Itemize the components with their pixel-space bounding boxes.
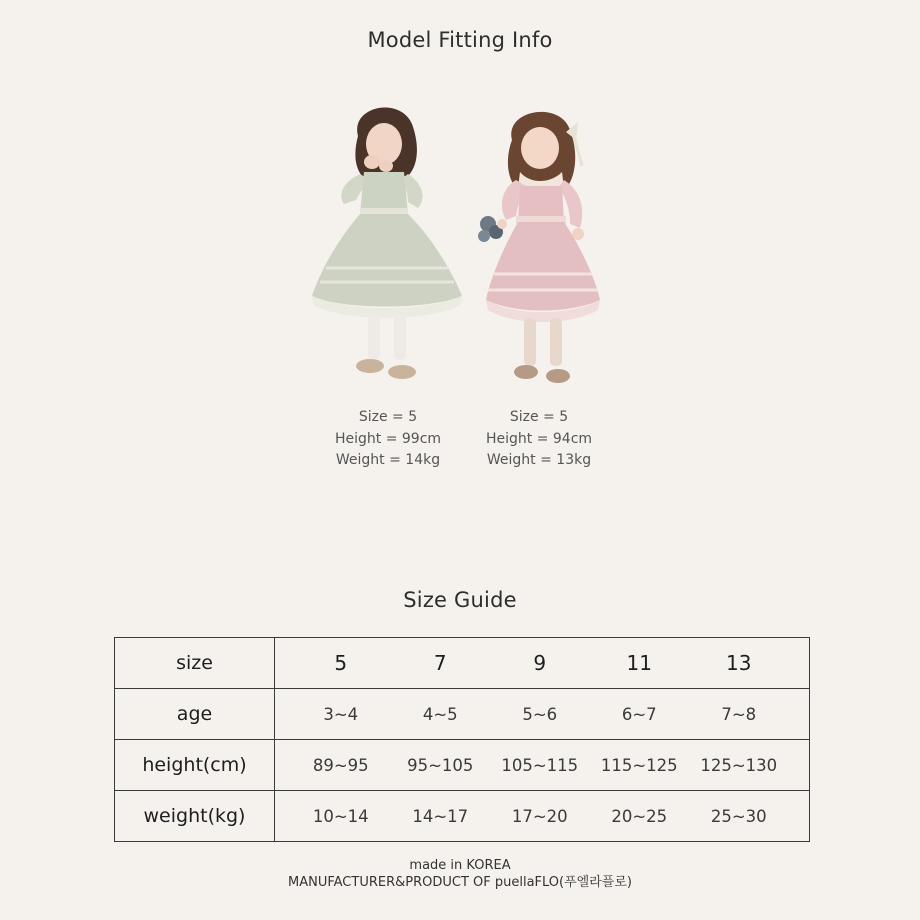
model-1-size: Size = 5 [358, 409, 418, 425]
table-cell: 3~4 [323, 704, 359, 724]
table-cell: 17~20 [511, 806, 568, 826]
table-cell: 95~105 [407, 755, 474, 775]
table-row-height [115, 740, 810, 791]
table-cell: 5~6 [522, 704, 558, 724]
row-label-weight: weight(kg) [115, 791, 275, 842]
table-cell: 20~25 [611, 806, 668, 826]
table-cell: 9 [533, 651, 547, 675]
model-1-caption [308, 407, 468, 472]
table-cell: 25~30 [710, 806, 767, 826]
model-fitting-title: Model Fitting Info [367, 28, 553, 52]
table-cell: 125~130 [700, 755, 778, 775]
size-guide-title: Size Guide [403, 588, 517, 612]
table-cell: 14~17 [412, 806, 469, 826]
made-in-text: made in KOREA [409, 858, 511, 873]
model-2-weight: Weight = 13kg [486, 452, 592, 468]
model-1-height: Height = 99cm [334, 430, 442, 447]
table-row-size [115, 638, 810, 689]
table-cell: 13 [726, 651, 752, 675]
table-cell: 89~95 [312, 755, 369, 775]
row-label-height: height(cm) [115, 740, 275, 791]
model-photo-pink-dress [440, 96, 640, 396]
model-2-caption [459, 407, 619, 472]
table-cell: 6~7 [621, 704, 657, 724]
table-cell: 4~5 [422, 704, 458, 724]
manufacturer-text: MANUFACTURER&PRODUCT OF puellaFLO(푸엘라플로) [288, 875, 632, 890]
row-label-size: size [115, 638, 275, 689]
row-label-age: age [115, 689, 275, 740]
table-cell: 5 [334, 651, 348, 675]
table-row-weight [115, 791, 810, 842]
table-cell: 105~115 [501, 755, 579, 775]
model-2-height: Height = 94cm [485, 430, 593, 447]
size-guide-table [114, 637, 810, 842]
table-cell: 115~125 [600, 755, 678, 775]
table-cell: 7~8 [721, 704, 757, 724]
table-cell: 10~14 [312, 806, 369, 826]
table-row-age [115, 689, 810, 740]
model-1-weight: Weight = 14kg [335, 452, 441, 468]
model-2-size: Size = 5 [509, 409, 569, 425]
table-cell: 11 [626, 651, 652, 675]
table-cell: 7 [433, 651, 447, 675]
